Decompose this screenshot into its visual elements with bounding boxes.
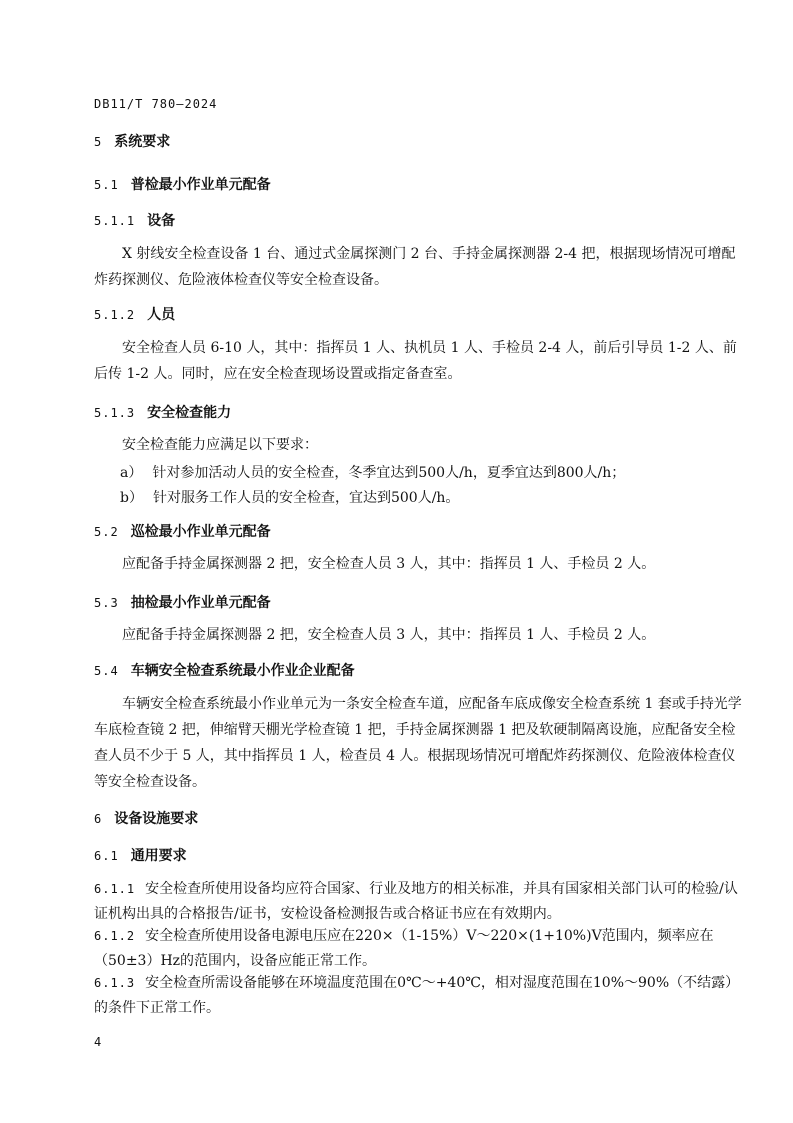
section-number: 5 <box>94 135 103 149</box>
section-number: 5.1.3 <box>94 406 136 420</box>
section-5-1-2-heading <box>94 304 175 324</box>
section-number: 5.1.2 <box>94 308 136 322</box>
clause-6-1-2 <box>94 924 748 974</box>
section-title: 普检最小作业单元配备 <box>130 177 271 193</box>
section-number: 5.3 <box>94 596 119 610</box>
doc-code-header: DB11/T 780—2024 <box>94 97 218 111</box>
section-5-heading <box>94 131 170 151</box>
section-5-1-1-heading <box>94 210 175 230</box>
section-5-4-heading <box>94 660 355 680</box>
section-number: 5.1 <box>94 178 119 192</box>
section-5-1-1-paragraph: X 射线安全检查设备 1 台、通过式金属探测门 2 台、手持金属探测器 2-4 把，根据现场情况可增配炸药探测仪、危险液体检查仪等安全检查设备。 <box>94 246 736 288</box>
section-5-3-heading <box>94 592 271 612</box>
section-title: 车辆安全检查系统最小作业企业配备 <box>130 663 355 679</box>
section-5-2-paragraph: 应配备手持金属探测器 2 把，安全检查人员 3 人，其中：指挥员 1 人、手检员 2 人。 <box>122 556 656 572</box>
section-5-1-heading <box>94 174 271 194</box>
clause-number: 6.1.1 <box>94 882 136 896</box>
list-text: 针对参加活动人员的安全检查，冬季宜达到500人/h，夏季宜达到800人/h； <box>152 465 626 481</box>
section-title: 通用要求 <box>130 848 187 864</box>
clause-text: 安全检查所需设备能够在环境温度范围在0℃～+40℃，相对湿度范围在10%～90%（不结露）的条件下正常工作。 <box>94 975 740 1016</box>
clause-6-1-3 <box>94 971 748 1021</box>
list-text: 针对服务工作人员的安全检查，宜达到500人/h。 <box>152 490 460 506</box>
clause-6-1-1 <box>94 877 748 927</box>
section-number: 5.2 <box>94 525 119 539</box>
section-title: 安全检查能力 <box>147 405 232 421</box>
section-number: 5.4 <box>94 664 119 678</box>
section-6-1-heading <box>94 845 187 865</box>
clause-number: 6.1.3 <box>94 976 136 990</box>
section-title: 巡检最小作业单元配备 <box>130 524 271 540</box>
section-title: 抽检最小作业单元配备 <box>130 595 271 611</box>
clause-text: 安全检查所使用设备电源电压应在220×（1-15%）V～220×(1+10%)V范围内，频率应在（50±3）Hz的范围内，设备应能正常工作。 <box>94 928 714 969</box>
list-marker: b） <box>120 490 143 506</box>
list-marker: a） <box>120 465 143 481</box>
section-number: 6.1 <box>94 849 119 863</box>
section-5-4-paragraph: 车辆安全检查系统最小作业单元为一条安全检查车道，应配备车底成像安全检查系统 1 套或手持光学车底检查镜 2 把，伸缩臂天棚光学检查镜 1 把，手持金属探测器 1 把及软硬制隔离设施，应配备安全检查人员不少于 5 人，其中指挥员 1 人，检查员 4 人。根据现场情况可增配炸药探测仪、危险液体检查仪等安全检查设备。 <box>94 696 742 790</box>
list-item <box>120 487 459 507</box>
section-title: 设备设施要求 <box>114 811 199 827</box>
section-5-1-3-intro: 安全检查能力应满足以下要求： <box>122 437 318 453</box>
clause-number: 6.1.2 <box>94 929 136 943</box>
section-5-1-3-heading <box>94 402 231 422</box>
section-number: 5.1.1 <box>94 214 136 228</box>
section-title: 设备 <box>147 213 176 229</box>
section-number: 6 <box>94 812 103 826</box>
section-5-2-heading <box>94 521 271 541</box>
section-6-heading <box>94 808 198 828</box>
section-5-3-paragraph: 应配备手持金属探测器 2 把，安全检查人员 3 人，其中：指挥员 1 人、手检员 2 人。 <box>122 627 656 643</box>
section-5-1-2-paragraph: 安全检查人员 6-10 人，其中：指挥员 1 人、执机员 1 人、手检员 2-4 人，前后引导员 1-2 人、前后传 1-2 人。同时，应在安全检查现场设置或指定备查室。 <box>94 340 737 382</box>
clause-text: 安全检查所使用设备均应符合国家、行业及地方的相关标准，并具有国家相关部门认可的检验/认证机构出具的合格报告/证书，安检设备检测报告或合格证书应在有效期内。 <box>94 881 738 922</box>
section-title: 人员 <box>147 307 176 323</box>
section-title: 系统要求 <box>114 134 171 150</box>
list-item <box>120 462 625 482</box>
page-number: 4 <box>94 1035 102 1049</box>
